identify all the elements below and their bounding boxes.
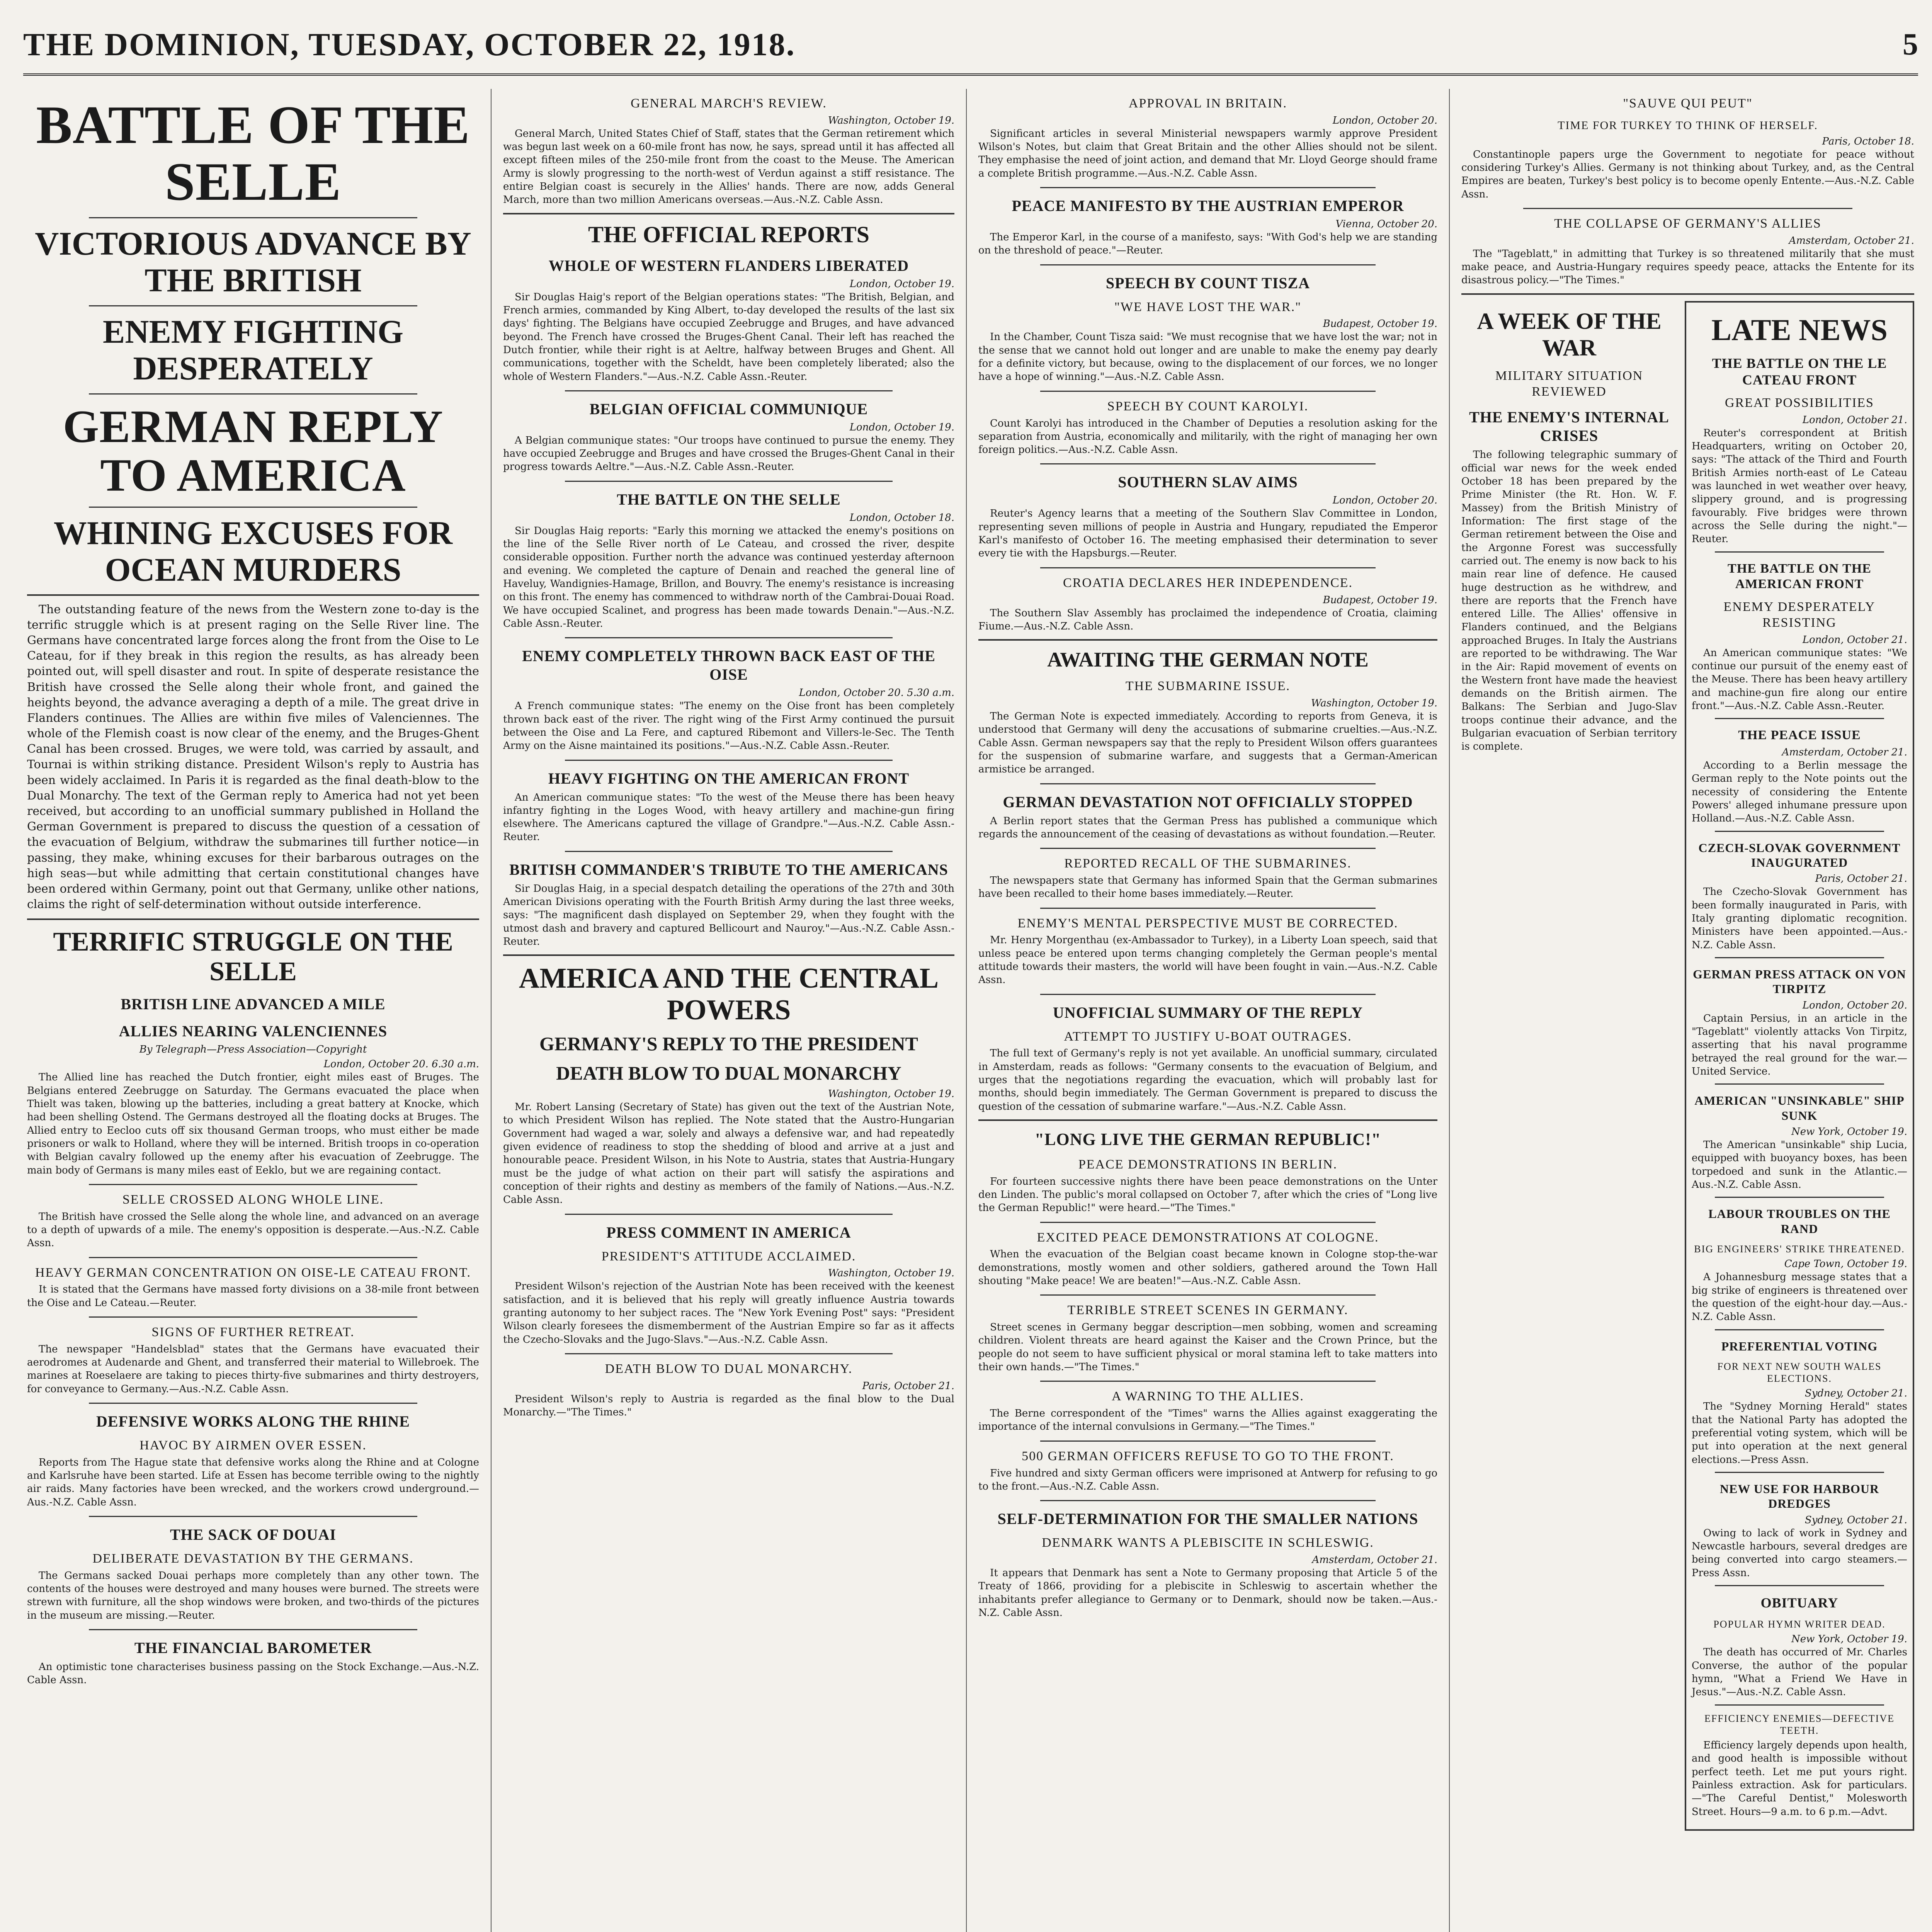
article-subtitle: GREAT POSSIBILITIES <box>1725 395 1874 410</box>
article-subtitle: BIG ENGINEERS' STRIKE THREATENED. <box>1694 1243 1905 1255</box>
headline-late-news: LATE NEWS <box>1711 313 1888 347</box>
article-title: PREFERENTIAL VOTING <box>1721 1339 1878 1353</box>
divider <box>1715 1083 1884 1085</box>
section-awaiting-german-note: AWAITING THE GERMAN NOTE <box>1047 648 1369 672</box>
divider <box>1715 1585 1884 1586</box>
divider <box>1523 208 1852 209</box>
dateline: Washington, October 19. <box>828 114 954 126</box>
divider <box>89 305 417 306</box>
article-body: The German Note is expected immediately. According to reports from Geneva, it is understood that Germany will deny the accusations of submarine cruelties.—Aus.-N.Z. Cable Assn. German newspapers say that the reply to President Wilson offers guarantees for the suspension of submarine warfare, and suggests that a German-American armistice be arranged. <box>978 711 1437 776</box>
divider <box>1461 293 1914 295</box>
divider <box>565 1214 893 1215</box>
dateline: London, October 19. <box>849 278 954 290</box>
divider <box>1040 264 1376 265</box>
article-body: Significant articles in several Ministerial newspapers warmly approve President Wilson's Notes, but claim that Great Britain and the other Allies should not be silent. They emphasise the need of joint action, and demand that Mr. Lloyd George should frame a complete British programme.—Aus.-N.Z. Cable Assn. <box>978 128 1437 179</box>
article-subtitle: FOR NEXT NEW SOUTH WALES ELECTIONS. <box>1717 1361 1882 1384</box>
dateline: Sydney, October 21. <box>1804 1514 1907 1526</box>
divider <box>565 637 893 638</box>
dateline: Cape Town, October 19. <box>1784 1258 1907 1270</box>
article-title: THE BATTLE ON THE AMERICAN FRONT <box>1728 561 1871 592</box>
dateline: London, October 19. <box>849 421 954 433</box>
week-and-late-news-row <box>1461 301 1914 1838</box>
article-title: CROATIA DECLARES HER INDEPENDENCE. <box>1063 575 1353 590</box>
dateline: Budapest, October 19. <box>1323 594 1437 606</box>
headline-german-reply: GERMAN REPLY TO AMERICA <box>63 401 444 501</box>
divider <box>1040 908 1376 909</box>
article-title: THE BATTLE ON THE LE CATEAU FRONT <box>1712 355 1887 388</box>
article-subtitle: DENMARK WANTS A PLEBISCITE IN SCHLESWIG. <box>1042 1536 1374 1550</box>
headline-whining-excuses: WHINING EXCUSES FOR OCEAN MURDERS <box>53 514 453 588</box>
article-title: 500 GERMAN OFFICERS REFUSE TO GO TO THE FRONT. <box>1022 1449 1394 1463</box>
article-title: SOUTHERN SLAV AIMS <box>1118 473 1298 491</box>
article-subtitle: DELIBERATE DEVASTATION BY THE GERMANS. <box>92 1551 414 1566</box>
divider <box>1715 551 1884 553</box>
article-body: An optimistic tone characterises business passing on the Stock Exchange.—Aus.-N.Z. Cable Assn. <box>27 1661 479 1686</box>
article-body: Street scenes in Germany beggar description—men sobbing, women and screaming children. Violent threats are heard against the Kaiser and the Crown Prince, but the people do not seem to have sufficient physical or moral stamina left to take matters into their own hands.—"The Times." <box>978 1321 1437 1373</box>
headline-germanys-reply: GERMANY'S REPLY TO THE PRESIDENT <box>539 1033 918 1055</box>
article-title: GENERAL MARCH'S REVIEW. <box>631 96 827 111</box>
article-title: SPEECH BY COUNT TISZA <box>1105 274 1310 292</box>
section-america-central-powers: AMERICA AND THE CENTRAL POWERS <box>519 963 939 1026</box>
article-body: The death has occurred of Mr. Charles Converse, the author of the popular hymn, "What a Friend We Have in Jesus."—Aus.-N.Z. Cable Assn. <box>1692 1646 1907 1698</box>
divider <box>565 390 893 391</box>
divider <box>565 1353 893 1354</box>
article-title: ENEMY'S MENTAL PERSPECTIVE MUST BE CORRECTED. <box>1017 916 1398 930</box>
section-terrific-struggle: TERRIFIC STRUGGLE ON THE SELLE <box>53 927 453 987</box>
article-title: ENEMY COMPLETELY THROWN BACK EAST OF THE OISE <box>522 647 935 684</box>
article-body: The newspapers state that Germany has informed Spain that the German submarines have been recalled to their home bases immediately.—Reuter. <box>978 875 1437 900</box>
article-body: Constantinople papers urge the Government to negotiate for peace without considering Turkey's Allies. Germany is not thinking about Turkey, and, as the Central Empires are beaten, Turkey's best policy is to become openly Entente.—Aus.-N.Z. Cable Assn. <box>1461 148 1914 200</box>
article-title: SIGNS OF FURTHER RETREAT. <box>151 1325 355 1339</box>
divider <box>1715 1704 1884 1706</box>
dateline: Vienna, October 20. <box>1335 218 1437 230</box>
article-title: UNOFFICIAL SUMMARY OF THE REPLY <box>1053 1003 1363 1021</box>
article-subtitle: ATTEMPT TO JUSTIFY U-BOAT OUTRAGES. <box>1064 1029 1352 1044</box>
article-body: Sir Douglas Haig reports: "Early this morning we attacked the enemy's positions on the line of the Selle River north of Le Cateau, and crossed the river, despite considerable opposition. Further north the advance was continued yesterday afternoon and evening. We completed the capture of Denain and reached the general line of Haveluy, Wandignies-Hamage, Brillon, and Bouvry. The enemy's resistance is increasing on this front. The enemy has commenced to withdraw north of the Cambrai-Douai Road. We have occupied Scalinet, and progress has been made towards Denain."—Aus.-N.Z. Cable Assn.-Reuter. <box>503 525 954 629</box>
article-body: A Johannesburg message states that a big strike of engineers is threatened over the question of the eight-hour day.—Aus.-N.Z. Cable Assn. <box>1692 1271 1907 1323</box>
article-body: A Belgian communique states: "Our troops have continued to pursue the enemy. They have occupied Zeebrugge and Bruges and have crossed the Bruges-Ghent Canal in their progress towards Aeltre."—Aus.-N.Z. Cable Assn.-Reuter. <box>503 434 954 473</box>
article-title: THE BATTLE ON THE SELLE <box>617 490 841 508</box>
article-title: A WARNING TO THE ALLIES. <box>1112 1389 1304 1404</box>
dateline: New York, October 19. <box>1791 1633 1907 1645</box>
article-subtitle: ENEMY DESPERATELY RESISTING <box>1723 600 1876 630</box>
article-title: SELF-DETERMINATION FOR THE SMALLER NATIONS <box>997 1510 1418 1528</box>
divider <box>565 851 893 852</box>
column-1 <box>15 89 491 1932</box>
divider <box>89 1184 417 1185</box>
divider <box>1040 1381 1376 1382</box>
article-body: In the Chamber, Count Tisza said: "We must recognise that we have lost the war; not in the sense that we cannot hold out longer and are unable to make the enemy pay dearly for a definite victory, but because, owing to the displacement of our forces, we no longer have a hope of winning."—Aus.-N.Z. Cable Assn. <box>978 331 1437 383</box>
article-body: Mr. Henry Morgenthau (ex-Ambassador to Turkey), in a Liberty Loan speech, said that unless peace be entered upon terms changing completely the German people's mental attitude towards their masters, the world will have been fought in vain.—Aus.-N.Z. Cable Assn. <box>978 934 1437 986</box>
divider <box>1040 783 1376 784</box>
dateline: Budapest, October 19. <box>1323 318 1437 330</box>
headline-week-of-the-war: A WEEK OF THE WAR <box>1477 308 1662 361</box>
article-body: The Southern Slav Assembly has proclaimed the independence of Croatia, claiming Fiume.—Aus.-N.Z. Cable Assn. <box>978 607 1437 632</box>
article-title: BRITISH COMMANDER'S TRIBUTE TO THE AMERICANS <box>509 861 948 878</box>
article-body: President Wilson's reply to Austria is regarded as the final blow to the Dual Monarchy.—"The Times." <box>503 1393 954 1418</box>
divider <box>1040 187 1376 188</box>
article-body: Sir Douglas Haig, in a special despatch detailing the operations of the 27th and 30th American Divisions operating with the Fourth British Army during the last three weeks, says: "The magnificent dash displayed on September 29, when they fought with the utmost dash and bravery and captured Bellicourt and Nauroy."—Aus.-N.Z. Cable Assn.-Reuter. <box>503 883 954 948</box>
article-body: A French communique states: "The enemy on the Oise front has been completely thrown back east of the river. The right wing of the First Army continued the pursuit between the Oise and La Fere, and captured Ribemont and Villers-le-Sec. The Tenth Army on the Aisne maintained its positions."—Aus.-N.Z. Cable Assn.-Reuter. <box>503 700 954 752</box>
divider <box>1040 391 1376 392</box>
article-title: REPORTED RECALL OF THE SUBMARINES. <box>1064 856 1352 871</box>
dateline: New York, October 19. <box>1791 1126 1907 1138</box>
headline-enemy-fighting: ENEMY FIGHTING DESPERATELY <box>102 313 404 387</box>
article-title: OBITUARY <box>1760 1595 1838 1611</box>
divider <box>89 1316 417 1318</box>
dateline: Washington, October 19. <box>828 1267 954 1279</box>
subhead-allies-nearing: ALLIES NEARING VALENCIENNES <box>119 1022 388 1040</box>
week-of-war-column <box>1461 301 1677 1838</box>
dateline: Paris, October 21. <box>1815 873 1907 885</box>
byline: By Telegraph—Press Association—Copyright <box>139 1044 367 1056</box>
article-subtitle: MILITARY SITUATION REVIEWED <box>1495 368 1643 399</box>
column-4 <box>1449 89 1926 1932</box>
headline-battle-of-the-selle: BATTLE OF THE SELLE <box>36 95 470 212</box>
article-title: BELGIAN OFFICIAL COMMUNIQUE <box>589 400 868 418</box>
divider <box>1715 831 1884 832</box>
article-body: A Berlin report states that the German Press has published a communique which regards the announcement of the ceasing of devastations as without foundation.—Reuter. <box>978 815 1437 840</box>
article-subtitle: THE ENEMY'S INTERNAL CRISES <box>1469 408 1669 445</box>
article-title: CZECH-SLOVAK GOVERNMENT INAUGURATED <box>1698 840 1901 870</box>
article-body: According to a Berlin message the German reply to the Note points out the necessity of considering the Entente Powers' alleged inhumane pressure upon Holland.—Aus.-N.Z. Cable Assn. <box>1692 760 1907 825</box>
article-body: It is stated that the Germans have massed forty divisions on a 38-mile front between the Oise and Le Cateau.—Reuter. <box>27 1284 479 1309</box>
divider <box>89 1257 417 1258</box>
article-body: Captain Persius, in an article in the "Tageblatt" violently attacks Von Tirpitz, asserting that his naval programme betrayed the real ground for the war.—United Service. <box>1692 1012 1907 1078</box>
article-title: PEACE MANIFESTO BY THE AUSTRIAN EMPEROR <box>1012 197 1404 215</box>
divider <box>503 213 954 214</box>
article-body: When the evacuation of the Belgian coast became known in Cologne stop-the-war demonstrations, mostly women and other soldiers, gathered around the Town Hall shouting "Make peace! We are beaten!"—Aus.-N.Z. Cable Assn. <box>978 1248 1437 1287</box>
article-body: The "Tageblatt," in admitting that Turkey is so threatened militarily that she must make peace, and Austria-Hungary requires speedy peace, attacks the Entente for its disastrous policy.—"The Times." <box>1461 248 1914 286</box>
divider <box>1040 994 1376 995</box>
column-2 <box>491 89 966 1932</box>
divider <box>1715 1329 1884 1330</box>
headline-victorious-advance: VICTORIOUS ADVANCE BY THE BRITISH <box>35 225 471 299</box>
divider <box>1715 1472 1884 1473</box>
column-3 <box>966 89 1449 1932</box>
article-body: The full text of Germany's reply is not yet available. An unofficial summary, circulated in Amsterdam, reads as follows: "Germany consents to the evacuation of Belgium, and urges that the negotiations regarding the evacuation, which will probably last for months, should begin immediately. The German Government is prepared to discuss the question of the cessation of submarine warfare."—Aus.-N.Z. Cable Assn. <box>978 1048 1437 1112</box>
article-body: For fourteen successive nights there have been peace demonstrations on the Unter den Linden. The public's moral collapsed on October 7, after which the cries of "Long live the German Republic!" were heard.—"The Times." <box>978 1175 1437 1214</box>
dateline: London, October 20. <box>1332 495 1437 507</box>
article-body: The "Sydney Morning Herald" states that the National Party has adopted the preferential voting system, which will be put into operation at the next general elections.—Press Assn. <box>1692 1401 1907 1466</box>
article-title: THE SACK OF DOUAI <box>170 1526 336 1544</box>
advert-body: Efficiency largely depends upon health, and good health is impossible without perfect teeth. Let me put yours right. Painless extraction. Ask for particulars.—"The Careful Dentist," Molesworth Street. Hours—9 a.m. to 6 p.m.—Advt. <box>1692 1739 1907 1818</box>
dateline: Paris, October 18. <box>1822 135 1914 147</box>
divider <box>1040 567 1376 568</box>
article-body: Five hundred and sixty German officers were imprisoned at Antwerp for refusing to go to the front.—Aus.-N.Z. Cable Assn. <box>978 1467 1437 1492</box>
masthead-title: THE DOMINION, TUESDAY, OCTOBER 22, 1918. <box>23 26 796 63</box>
article-title: SPEECH BY COUNT KAROLYI. <box>1107 399 1309 413</box>
dateline: Paris, October 21. <box>862 1380 954 1392</box>
article-title: PRESS COMMENT IN AMERICA <box>606 1223 851 1241</box>
headline-death-blow: DEATH BLOW TO DUAL MONARCHY <box>556 1062 901 1084</box>
article-title: DEFENSIVE WORKS ALONG THE RHINE <box>96 1413 410 1430</box>
divider <box>1040 463 1376 464</box>
divider <box>1040 1500 1376 1501</box>
dateline: Washington, October 19. <box>1311 697 1437 709</box>
dateline: Washington, October 19. <box>828 1088 954 1100</box>
dateline: Amsterdam, October 21. <box>1782 747 1907 759</box>
article-subtitle: THE SUBMARINE ISSUE. <box>1125 679 1291 694</box>
article-body: Mr. Robert Lansing (Secretary of State) has given out the text of the Austrian Note, to which President Wilson has replied. The Note stated that the Austro-Hungarian Government had waged a war, solely and always a defensive war, and had repeatedly given evidence of readiness to stop the shedding of blood and arrive at a just and honourable peace. President Wilson, in his Note to Austria, states that Austria-Hungary must be the judge of what action on their part will satisfy the aspirations and conception of their rights and destiny as members of the family of Nations.—Aus.-N.Z. Cable Assn. <box>503 1101 954 1206</box>
article-body: The following telegraphic summary of official war news for the week ended October 18 has been prepared by the Prime Minister (the Rt. Hon. W. F. Massey) from the British Ministry of Information: The first stage of the German retirement between the Oise and the Argonne Forest was successfully carried out. The enemy is now back to his main rear line of defence. He caused huge destruction as he withdrew, and there are reports that the French have entered Lille. The Allies' offensive in Flanders continued, and the Belgians approached Bruges. In Italy the Austrians are reported to be withdrawing. The War in the Air: Rapid movement of events on the Western front have made the heaviest demands on the British airmen. The Balkans: The Serbian and Jugo-Slav troops continue their advance, and the Bulgarian evacuation of Serbian territory is complete. <box>1461 449 1677 753</box>
article-title: WHOLE OF WESTERN FLANDERS LIBERATED <box>548 257 909 274</box>
divider <box>1715 1197 1884 1198</box>
article-body: The British have crossed the Selle along the whole line, and advanced on an average to a depth of upwards of a mile. The enemy's opposition is desperate.—Aus.-N.Z. Cable Assn. <box>27 1211 479 1249</box>
article-body: The Germans sacked Douai perhaps more completely than any other town. The contents of the houses were destroyed and many houses were burned. The streets were strewn with furniture, all the shop windows were broken, and two-thirds of the pictures in the museum are missing.—Reuter. <box>27 1570 479 1621</box>
article-body: It appears that Denmark has sent a Note to Germany proposing that Article 5 of the Treaty of 1866, providing for a plebiscite in Schleswig to ascertain whether the inhabitants prefer allegiance to Germany or to Denmark, should now be taken.—Aus.-N.Z. Cable Assn. <box>978 1567 1437 1619</box>
divider <box>89 507 417 508</box>
article-body: Reports from The Hague state that defensive works along the Rhine and at Cologne and Karlsruhe have been started. Life at Essen has become terrible owing to the nightly air raids. Many factories have been wrecked, and the workers crowd underground.—Aus.-N.Z. Cable Assn. <box>27 1456 479 1508</box>
article-title: DEATH BLOW TO DUAL MONARCHY. <box>605 1362 853 1376</box>
article-title: TERRIBLE STREET SCENES IN GERMANY. <box>1067 1303 1349 1318</box>
article-subtitle: POPULAR HYMN WRITER DEAD. <box>1713 1619 1886 1630</box>
divider <box>89 1629 417 1630</box>
divider <box>89 1403 417 1404</box>
article-title: AMERICAN "UNSINKABLE" SHIP SUNK <box>1694 1094 1905 1122</box>
divider <box>978 639 1437 641</box>
dateline: London, October 20. 6.30 a.m. <box>323 1058 479 1070</box>
page-number: 5 <box>1903 27 1918 61</box>
article-body: The Emperor Karl, in the course of a manifesto, says: "With God's help we are standing on the threshold of peace."—Reuter. <box>978 231 1437 257</box>
divider <box>1715 957 1884 958</box>
dateline: London, October 18. <box>849 512 954 524</box>
dateline: London, October 20. 5.30 a.m. <box>799 687 954 699</box>
article-body: President Wilson's rejection of the Austrian Note has been received with the keenest satisfaction, and it is believed that his reply will greatly influence Austria towards granting autonomy to her subject races. The "New York Evening Post" says: "President Wilson clearly foresees the dismemberment of the Austrian Empire so far as it affects the Czecho-Slovaks and the Jugo-Slavs."—Aus.-N.Z. Cable Assn. <box>503 1281 954 1345</box>
article-body: Owing to lack of work in Sydney and Newcastle harbours, several dredges are being converted into cargo steamers.—Press Assn. <box>1692 1527 1907 1579</box>
article-title: THE COLLAPSE OF GERMANY'S ALLIES <box>1554 216 1821 231</box>
dateline: London, October 21. <box>1802 634 1907 646</box>
article-title: NEW USE FOR HARBOUR DREDGES <box>1719 1481 1879 1511</box>
divider <box>89 393 417 395</box>
article-title: THE FINANCIAL BAROMETER <box>134 1639 372 1657</box>
article-body: The newspaper "Handelsblad" states that the Germans have evacuated their aerodromes at Audenarde and Ghent, and transferred their material to Willebroek. The marines at Roeselaere are taking to pieces thirty-five submarines and thirty destroyers, for conveyance to Germany.—Aus.-N.Z. Cable Assn. <box>27 1343 479 1395</box>
article-title: "LONG LIVE THE GERMAN REPUBLIC!" <box>1034 1130 1381 1149</box>
article-body: Reuter's Agency learns that a meeting of the Southern Slav Committee in London, representing seven millions of people in Austria and Hungary, repudiated the Emperor Karl's manifesto of October 16. The meeting emphasised their determination to sever every tie with the Hapsburgs.—Reuter. <box>978 508 1437 560</box>
dateline: Amsterdam, October 21. <box>1789 235 1914 247</box>
late-news-box <box>1685 301 1914 1831</box>
divider <box>978 1119 1437 1121</box>
divider <box>1040 1222 1376 1223</box>
divider <box>27 594 479 596</box>
article-body: An American communique states: "To the west of the Meuse there has been heavy infantry fighting in the Loges Wood, with heavy artillery and machine-gun firing elsewhere. The Americans captured the village of Grandpre."—Aus.-N.Z. Cable Assn.-Reuter. <box>503 791 954 843</box>
masthead <box>23 15 1918 76</box>
article-title: APPROVAL IN BRITAIN. <box>1128 96 1287 111</box>
dateline: London, October 20. <box>1802 999 1907 1011</box>
article-subtitle: HAVOC BY AIRMEN OVER ESSEN. <box>139 1438 367 1453</box>
article-body: Count Karolyi has introduced in the Chamber of Deputies a resolution asking for the separation from Austria, economically and militarily, with the right of managing her own foreign politics.—Aus.-N.Z. Cable Assn. <box>978 417 1437 456</box>
article-title: SELLE CROSSED ALONG WHOLE LINE. <box>122 1192 384 1207</box>
article-subtitle: PRESIDENT'S ATTITUDE ACCLAIMED. <box>601 1249 856 1264</box>
divider <box>1715 718 1884 719</box>
article-body: Sir Douglas Haig's report of the Belgian operations states: "The British, Belgian, and French armies, commanded by King Albert, to-day developed the results of the last six days' fighting. The Belgians have occupied Zeebrugge and Bruges, and have advanced beyond. The French have crossed the Bruges-Ghent Canal. Their left has reached the Dutch frontier, while their right is at Aeltre, halfway between Bruges and Ghent. All communications, together with the Scheldt, have been completely liberated; also the whole of Western Flanders."—Aus.-N.Z. Cable Assn.-Reuter. <box>503 291 954 383</box>
divider <box>1040 1440 1376 1442</box>
article-body: General March, United States Chief of Staff, states that the German retirement which was begun last week on a 60-mile front has now, he says, spread until it has affected all except fifteen miles of the 250-mile front from the coast to the Meuse. The American Army is slowly progressing to the north-west of Verdun against a stiff resistance. The entire Belgian coast is securely in the Allies' hands. There are now, adds General March, more than two million Americans overseas.—Aus.-N.Z. Cable Assn. <box>503 128 954 206</box>
section-title: THE OFFICIAL REPORTS <box>588 221 870 247</box>
dateline: London, October 21. <box>1802 414 1907 426</box>
article-title: GERMAN PRESS ATTACK ON VON TIRPITZ <box>1693 967 1906 996</box>
article-title: "SAUVE QUI PEUT" <box>1623 96 1753 111</box>
divider <box>1040 1294 1376 1296</box>
dateline: Amsterdam, October 21. <box>1312 1554 1437 1566</box>
article-body: The American "unsinkable" ship Lucia, equipped with buoyancy boxes, has been torpedoed and sunk in the Atlantic.—Aus.-N.Z. Cable Assn. <box>1692 1139 1907 1191</box>
article-body: The Berne correspondent of the "Times" warns the Allies against exaggerating the importance of the internal convulsions in Germany.—"The Times." <box>978 1408 1437 1433</box>
article-body: The Czecho-Slovak Government has been formally inaugurated in Paris, with Italy granting diplomatic recognition. Ministers have been appointed.—Aus.-N.Z. Cable Assn. <box>1692 886 1907 951</box>
divider <box>27 918 479 920</box>
article-body: The Allied line has reached the Dutch frontier, eight miles east of Bruges. The Belgians entered Zeebrugge on Saturday. The Germans evacuated the place when Thielt was taken, blowing up the batteries, including a great battery at Knocke, which had been shelling Ostend. The Germans destroyed all the floating docks at Bruges. The Allied entry to Eecloo cuts off six thousand German troops, who must either be made prisoners or walk to Holland, where they will be interned. British troops in co-operation with Belgian cavalry followed up the enemy after his evacuation of Zeebrugge. The main body of Germans is many miles east of Eeklo, but we are regaining contact. <box>27 1071 479 1176</box>
dateline: London, October 20. <box>1332 114 1437 126</box>
article-title: GERMAN DEVASTATION NOT OFFICIALLY STOPPED <box>1003 793 1413 811</box>
advert-title: EFFICIENCY ENEMIES—DEFECTIVE TEETH. <box>1704 1713 1895 1736</box>
article-subtitle: "WE HAVE LOST THE WAR." <box>1114 299 1301 314</box>
news-summary: The outstanding feature of the news from the Western zone to-day is the terrific struggle which is at present raging on the Selle River line. The Germans have concentrated large forces along the front from the Oise to Le Cateau, for if they break in this region the results, as has already been pointed out, will spell disaster and rout. In spite of desperate resistance the British have crossed the Selle along their whole front, and gained the heights beyond, the advance averaging a depth of a mile. The great drive in Flanders continues. The Allies are within five miles of Valenciennes. The whole of the Flemish coast is now clear of the enemy, and the Bruges-Ghent Canal has been crossed. Bruges, we were told, was carried by assault, and Tournai is within striking distance. President Wilson's reply to Austria has been widely acclaimed. In Paris it is regarded as the final death-blow to the Dual Monarchy. The text of the German reply to America had not yet been received, but according to an unofficial summary published in Holland the German Government is prepared to discuss the question of a cessation of the evacuation of Belgium, withdraw the submarines till further notice—in passing, they make, whining excuses for their barbarous outrages on the high seas—but while admitting that certain constitutional changes have been ordered within Germany, point out that Germany, unlike other nations, claims the right of self-determination without outside interference. <box>27 602 479 912</box>
article-title: LABOUR TROUBLES ON THE RAND <box>1708 1207 1891 1236</box>
divider <box>565 481 893 482</box>
article-title: THE PEACE ISSUE <box>1738 728 1861 743</box>
article-subtitle: PEACE DEMONSTRATIONS IN BERLIN. <box>1078 1157 1338 1172</box>
divider <box>503 954 954 956</box>
divider <box>1040 848 1376 849</box>
article-subtitle: TIME FOR TURKEY TO THINK OF HERSELF. <box>1558 119 1818 132</box>
article-title: EXCITED PEACE DEMONSTRATIONS AT COLOGNE. <box>1037 1230 1379 1245</box>
article-body: An American communique states: "We continue our pursuit of the enemy east of the Meuse. There has been heavy artillery and machine-gun fire along our entire front."—Aus.-N.Z. Cable Assn.-Reuter. <box>1692 647 1907 712</box>
divider <box>89 1516 417 1517</box>
dateline: Sydney, October 21. <box>1804 1388 1907 1400</box>
article-title: HEAVY FIGHTING ON THE AMERICAN FRONT <box>548 769 910 787</box>
divider <box>565 760 893 761</box>
subhead-british-line: BRITISH LINE ADVANCED A MILE <box>121 995 386 1013</box>
article-title: HEAVY GERMAN CONCENTRATION ON OISE-LE CATEAU FRONT. <box>35 1265 471 1280</box>
divider <box>89 217 417 218</box>
article-body: Reuter's correspondent at British Headquarters, writing on October 20, says: "The attack of the Third and Fourth British Armies north-east of Le Cateau was launched in wet weather over heavy, slippery ground, and is progressing favourably. Five bridges were thrown across the Selle during the night."—Reuter. <box>1692 427 1907 545</box>
